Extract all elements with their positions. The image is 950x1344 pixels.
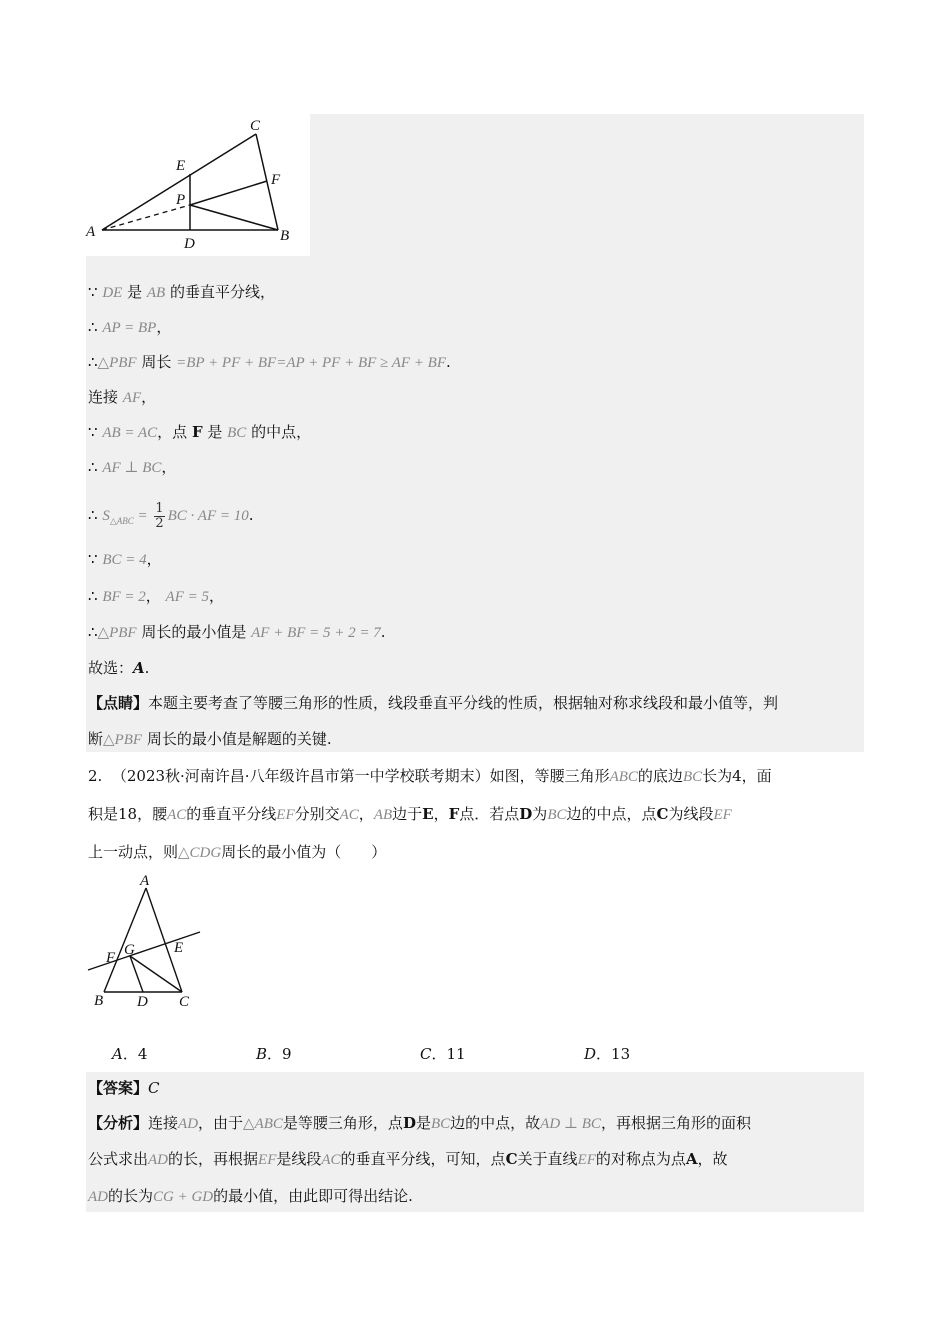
option-c: C．11 (420, 1045, 466, 1063)
solution-line-2: ∴ AP = BP， (88, 318, 172, 336)
label2-F: F (106, 950, 116, 966)
solution-line-9: ∴ BF = 2， AF = 5， (88, 587, 225, 605)
label2-A: A (140, 873, 150, 889)
question-line-3: 上一动点，则△CDG周长的最小值为（ ） (88, 843, 387, 861)
solution-line-10: ∴△PBF 周长的最小值是 AF + BF = 5 + 2 = 7. (88, 623, 386, 641)
label-P: P (176, 192, 186, 208)
solution-line-3: ∴△PBF 周长 =BP + PF + BF=AP + PF + BF ≥ AF + BF. (88, 353, 451, 371)
analysis-line-1: 【分析】连接AD，由于△ABC是等腰三角形，点D是BC边的中点，故AD ⊥ BC，再根据三角形的面积 (88, 1114, 751, 1132)
analysis-line-2: 公式求出AD的长，再根据EF是线段AC的垂直平分线，可知，点C关于直线EF的对称点为点A，故 (88, 1150, 728, 1168)
fraction-one-half: $\frac{1}{2}$ (155, 500, 164, 531)
option-b: B．9 (256, 1045, 292, 1063)
solution-line-11: 故选：A. (88, 659, 150, 677)
solution-line-1: ∵ DE 是 AB 的垂直平分线， (88, 283, 275, 301)
label-D: D (184, 236, 195, 252)
solution-line-12: 【点睛】本题主要考查了等腰三角形的性质，线段垂直平分线的性质，根据轴对称求线段和最小值等，判 (88, 694, 779, 712)
solution-line-13: 断△PBF 周长的最小值是解题的关键. (88, 730, 332, 748)
label2-B: B (94, 993, 104, 1009)
figure-triangle-abc-2 (84, 870, 210, 1012)
label-B: B (280, 228, 290, 244)
solution-bg-top (310, 114, 864, 256)
option-a: A．4 (112, 1045, 148, 1063)
label-E: E (176, 158, 186, 174)
solution-line-8: ∵ BC = 4， (88, 550, 162, 568)
option-d: D．13 (584, 1045, 631, 1063)
label2-D: D (137, 994, 148, 1010)
label2-G: G (124, 942, 135, 958)
figure-triangle-abc-1 (84, 112, 312, 252)
solution-line-6: ∴ AF ⊥ BC， (88, 458, 177, 476)
label2-C: C (179, 994, 190, 1010)
solution-line-5: ∵ AB = AC，点 F 是 BC 的中点， (88, 423, 312, 441)
label-C: C (250, 118, 261, 134)
question-line-1: 2. （2023秋·河南许昌·八年级许昌市第一中学校联考期末）如图，等腰三角形ABC的底边BC长为4，面 (88, 767, 772, 785)
label-A: A (86, 224, 96, 240)
question-line-2: 积是18，腰AC的垂直平分线EF分别交AC，AB边于E，F点．若点D为BC边的中点，点C为线段EF (88, 805, 732, 823)
solution-line-4: 连接 AF， (88, 388, 157, 406)
label-F: F (271, 172, 281, 188)
analysis-line-3: AD的长为CG + GD的最小值，由此即可得出结论. (88, 1187, 413, 1205)
answer-line: 【答案】C (88, 1079, 160, 1097)
label2-E: E (174, 940, 184, 956)
solution-line-7: ∴ $S_{\triangle ABC}$ = $\frac{1}{2}$ BC · AF = 10. (88, 500, 254, 531)
